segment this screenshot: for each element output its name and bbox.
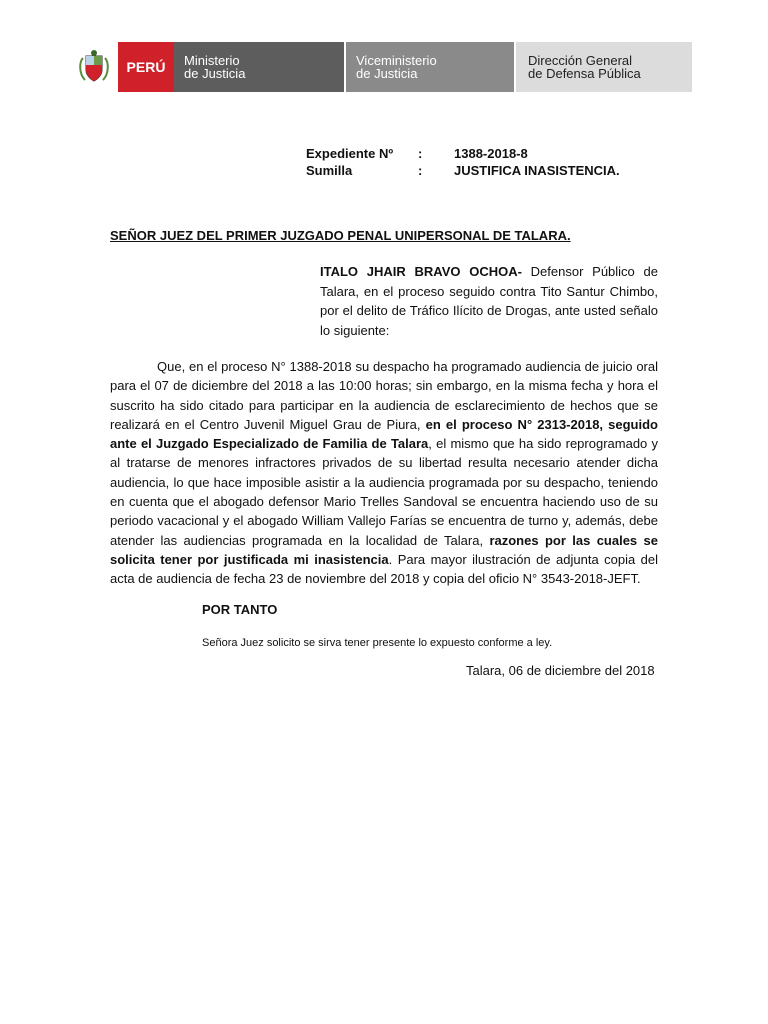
vice-line2: de Justicia <box>356 66 418 81</box>
intro-paragraph <box>320 262 658 340</box>
request-line: Señora Juez solicito se sirva tener presente lo expuesto conforme a ley. <box>202 637 553 649</box>
ministry-line1: Ministerio <box>184 53 240 68</box>
addressee: SEÑOR JUEZ DEL PRIMER JUZGADO PENAL UNIPERSONAL DE TALARA. <box>110 228 571 243</box>
body-part3: . Para mayor ilustración de adjunta copia del acta de audiencia de fecha 23 de noviembre del 2018 y copia del oficio N° 3543-2018-JEFT. <box>110 551 658 587</box>
direction-label <box>514 42 692 92</box>
sumilla-label: Sumilla <box>306 163 353 178</box>
ministry-label <box>174 42 344 92</box>
vice-line1: Viceministerio <box>356 53 437 68</box>
viceministry-label <box>344 42 514 92</box>
expediente-row <box>306 145 620 162</box>
defender-name: ITALO JHAIR BRAVO OCHOA- <box>320 264 522 279</box>
letterhead-banner <box>70 42 692 92</box>
sumilla-row <box>306 162 620 179</box>
peru-label: PERÚ <box>118 42 174 92</box>
case-metadata <box>306 145 620 179</box>
expediente-value: 1388-2018-8 <box>454 146 528 161</box>
body-paragraph <box>110 357 658 589</box>
expediente-label: Expediente Nº <box>306 146 394 161</box>
body-bold2: razones por las cuales se solicita tener por justificada mi inasistencia <box>110 532 658 567</box>
separator: : <box>418 163 423 178</box>
direction-line2: de Defensa Pública <box>528 66 641 81</box>
ministry-line2: de Justicia <box>184 66 246 81</box>
separator: : <box>418 146 423 161</box>
body-part1: Que, en el proceso N° 1388-2018 su despacho ha programado audiencia de juicio oral para el 07 de diciembre del 2018 a las 10:00 horas; sin embargo, en la misma fecha y hora el suscrito ha sido citado para participar en la audiencia de esclarecimiento de hechos que se realizará en el Centro Juvenil Miguel Grau de Piura, <box>110 359 658 432</box>
sumilla-value: JUSTIFICA INASISTENCIA. <box>454 163 620 178</box>
place-date: Talara, 06 de diciembre del 2018 <box>466 663 655 678</box>
direction-line1: Dirección General <box>528 53 633 68</box>
intro-text: Defensor Público de Talara, en el proceso seguido contra Tito Santur Chimbo, por el delito de Tráfico Ilícito de Drogas, ante usted señalo lo siguiente: <box>320 264 658 338</box>
body-part2: , el mismo que ha sido reprogramado y al tratarse de menores infractores privados de su libertad resulta necesario atender dicha audiencia, lo que hace imposible asistir a la audiencia programada por su despacho, teniendo en cuenta que el abogado defensor Mario Trelles Sandoval se encuentra haciendo uso de su periodo vacacional y el abogado William Vallejo Farías se encuentra de turno y, además, debe atender las audiencias programada en la localidad de Talara, <box>110 436 658 548</box>
por-tanto-heading: POR TANTO <box>202 602 278 617</box>
body-bold1: en el proceso N° 2313-2018, seguido ante el Juzgado Especializado de Familia de Talara <box>110 416 658 452</box>
coat-of-arms-icon <box>70 42 118 92</box>
